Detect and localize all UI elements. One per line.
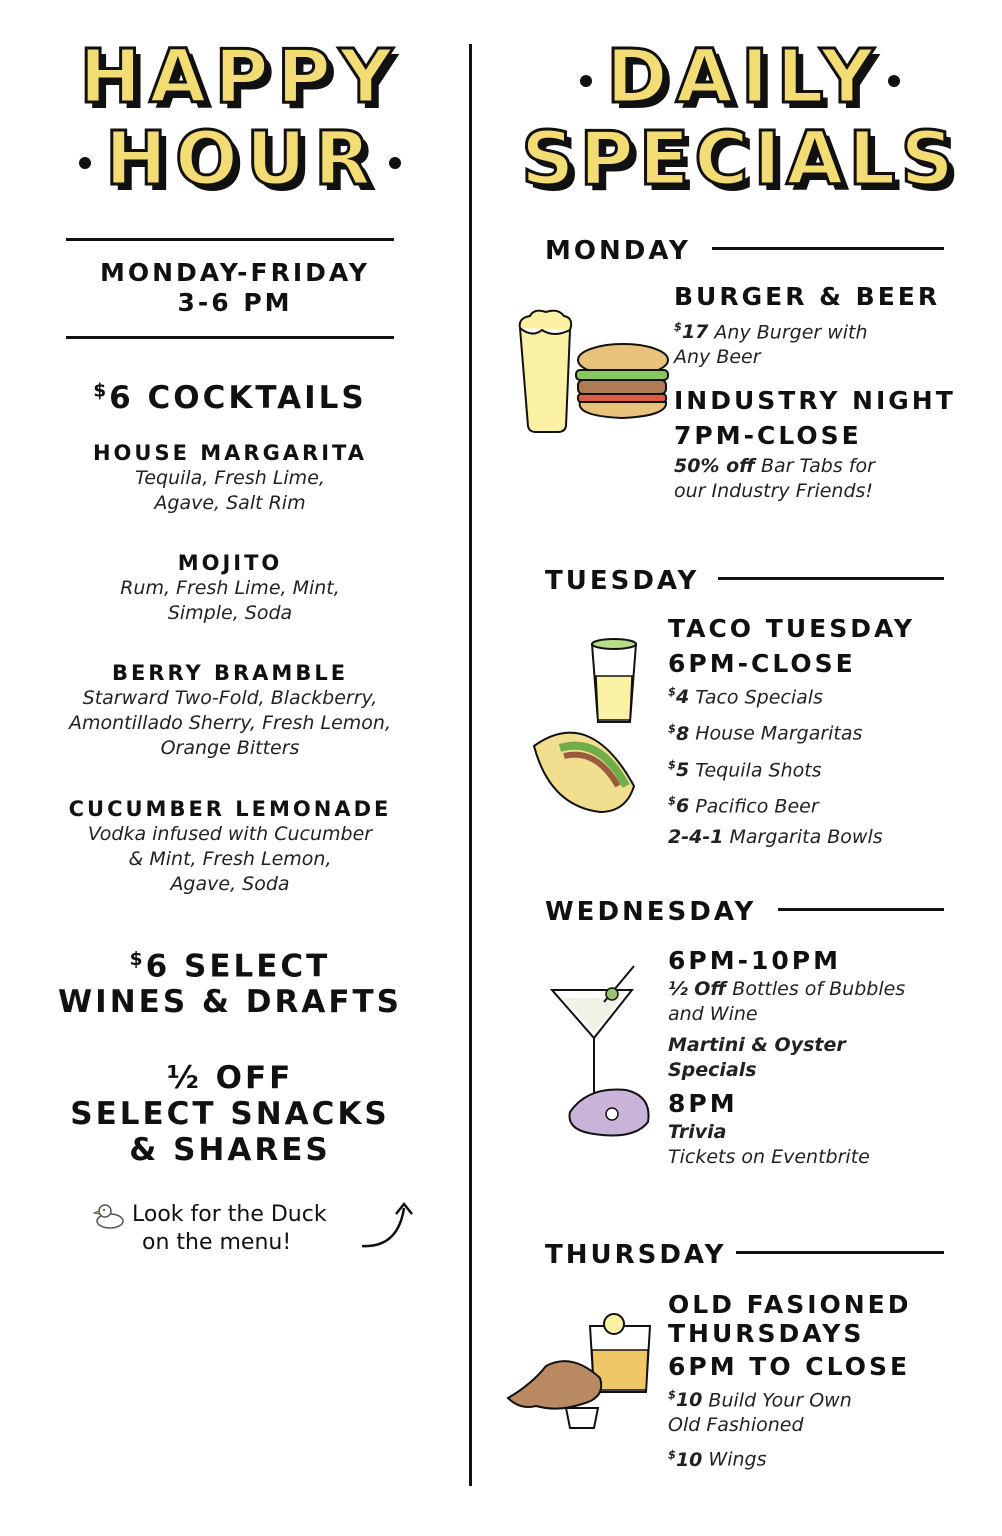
price-sup: $ bbox=[668, 793, 676, 808]
daily-specials-title-line1 bbox=[490, 34, 990, 120]
cocktail-desc: Agave, Salt Rim bbox=[154, 492, 306, 514]
special-title: BURGER & BEER bbox=[674, 282, 941, 311]
special-title: TACO TUESDAY bbox=[668, 614, 916, 643]
list-item bbox=[20, 550, 440, 660]
discount-label: ½ Off bbox=[668, 978, 727, 1000]
price-value: 2-4-1 bbox=[668, 826, 724, 849]
special-time: 7PM-CLOSE bbox=[674, 421, 862, 451]
wines-drafts-heading bbox=[10, 942, 450, 1020]
cocktail-desc: & Mint, Fresh Lemon, bbox=[128, 848, 332, 870]
happy-hour-title-line1: HAPPY bbox=[79, 34, 401, 120]
snacks-line1: ½ OFF bbox=[166, 1060, 294, 1096]
cocktails-heading bbox=[20, 380, 440, 416]
special-desc: and Wine bbox=[668, 1003, 758, 1025]
wines-price-sup: $ bbox=[129, 949, 146, 970]
cocktail-list bbox=[20, 440, 440, 906]
marquee-dot-icon bbox=[580, 75, 592, 87]
price-value: 4 bbox=[675, 686, 690, 709]
happy-hour-days: MONDAY-FRIDAY bbox=[99, 258, 370, 287]
special-desc-text: Bar Tabs for bbox=[754, 455, 875, 478]
special-desc: Old Fashioned bbox=[668, 1414, 804, 1437]
special-desc: Martini & Oyster bbox=[668, 1034, 846, 1056]
special-time: 8PM bbox=[668, 1089, 738, 1118]
happy-hour-title-line2 bbox=[30, 116, 450, 202]
snacks-line3: & SHARES bbox=[129, 1132, 331, 1168]
marquee-dot-icon bbox=[79, 157, 91, 169]
discount-label: 50% off bbox=[674, 455, 755, 478]
price-value: 8 bbox=[675, 722, 690, 745]
price-sup: $ bbox=[668, 721, 676, 736]
special-desc bbox=[674, 454, 974, 479]
happy-hour-title bbox=[30, 34, 450, 202]
snacks-heading bbox=[10, 1060, 450, 1168]
price-sup: $ bbox=[668, 1447, 676, 1462]
special-desc bbox=[674, 315, 974, 345]
price-sup: $ bbox=[668, 757, 676, 772]
price-value: 5 bbox=[675, 758, 690, 781]
hours-bottom-rule bbox=[66, 336, 394, 339]
duck-icon bbox=[92, 1200, 126, 1230]
wines-line1 bbox=[10, 942, 450, 984]
special-desc: Specials bbox=[668, 1059, 757, 1081]
cocktail-desc: Tequila, Fresh Lime, bbox=[135, 467, 325, 489]
daily-specials-title-line1-text: DAILY bbox=[606, 34, 882, 120]
beer-burger-icon bbox=[512, 308, 672, 438]
special-desc bbox=[668, 977, 978, 1002]
cocktails-price-sup: $ bbox=[93, 380, 110, 402]
special-title: THURSDAYS bbox=[668, 1319, 865, 1348]
special-desc bbox=[668, 1383, 978, 1413]
list-item bbox=[20, 796, 440, 906]
special-title: INDUSTRY NIGHT bbox=[674, 386, 956, 416]
wines-line1-text: 6 SELECT bbox=[145, 948, 331, 985]
special-desc-text: Bottles of Bubbles bbox=[726, 978, 906, 1000]
item-text: Tequila Shots bbox=[689, 758, 822, 781]
marquee-dot-icon bbox=[389, 157, 401, 169]
special-time: 6PM TO CLOSE bbox=[668, 1352, 911, 1381]
cocktail-desc: Simple, Soda bbox=[167, 602, 293, 624]
cocktail-desc: Amontillado Sherry, Fresh Lemon, bbox=[69, 712, 391, 734]
special-desc-text: Build Your Own bbox=[702, 1389, 852, 1412]
item-text: Margarita Bowls bbox=[723, 826, 883, 849]
special-desc: Trivia bbox=[668, 1121, 727, 1143]
wednesday-rule bbox=[778, 908, 944, 911]
cocktail-name: CUCUMBER LEMONADE bbox=[68, 797, 392, 821]
tuesday-specials bbox=[668, 614, 978, 850]
taco-shot-icon bbox=[530, 636, 660, 816]
item-text: House Margaritas bbox=[689, 722, 863, 745]
monday-specials bbox=[674, 282, 974, 504]
daily-specials-title-line2: SPECIALS bbox=[521, 116, 959, 202]
day-heading-thursday: THURSDAY bbox=[545, 1240, 727, 1270]
special-time: 6PM-10PM bbox=[668, 946, 841, 975]
special-desc bbox=[668, 1442, 978, 1472]
price-value: 10 bbox=[675, 1448, 703, 1471]
thursday-rule bbox=[736, 1251, 944, 1254]
day-heading-monday: MONDAY bbox=[545, 236, 691, 266]
list-item bbox=[668, 825, 978, 850]
wines-line2: WINES & DRAFTS bbox=[57, 984, 403, 1021]
thursday-specials bbox=[668, 1290, 978, 1473]
special-desc: Any Beer bbox=[674, 346, 761, 369]
price-sup: $ bbox=[674, 320, 682, 334]
day-heading-wednesday: WEDNESDAY bbox=[545, 897, 757, 927]
special-title: OLD FASIONED bbox=[668, 1290, 912, 1319]
cocktail-name: BERRY BRAMBLE bbox=[111, 661, 349, 685]
hours-top-rule bbox=[66, 238, 394, 241]
price-sup: $ bbox=[668, 1388, 676, 1402]
cocktails-heading-text: 6 COCKTAILS bbox=[109, 380, 367, 416]
price-value: 10 bbox=[675, 1389, 703, 1412]
price-value: 17 bbox=[681, 321, 709, 344]
cocktail-name: HOUSE MARGARITA bbox=[92, 441, 367, 465]
item-text: Taco Specials bbox=[689, 686, 823, 709]
list-item bbox=[668, 680, 978, 710]
special-time: 6PM-CLOSE bbox=[668, 649, 856, 678]
special-desc: Tickets on Eventbrite bbox=[668, 1146, 870, 1168]
item-text: Pacifico Beer bbox=[689, 795, 819, 818]
cocktail-desc: Orange Bitters bbox=[160, 737, 300, 759]
curved-arrow-icon bbox=[358, 1200, 428, 1254]
price-value: 6 bbox=[675, 795, 690, 818]
cocktail-desc: Starward Two-Fold, Blackberry, bbox=[82, 687, 378, 709]
marquee-dot-icon bbox=[888, 75, 900, 87]
special-desc-text: Wings bbox=[702, 1448, 767, 1471]
cocktail-name: MOJITO bbox=[177, 551, 283, 575]
list-item bbox=[20, 660, 440, 796]
list-item bbox=[668, 789, 978, 819]
price-sup: $ bbox=[668, 685, 676, 699]
old-fashioned-wings-icon bbox=[502, 1306, 662, 1436]
cocktail-desc: Agave, Soda bbox=[170, 873, 290, 895]
cocktail-desc: Vodka infused with Cucumber bbox=[87, 823, 373, 845]
tuesday-rule bbox=[718, 577, 944, 580]
day-heading-tuesday: TUESDAY bbox=[545, 566, 700, 596]
snacks-line2: SELECT SNACKS bbox=[70, 1096, 390, 1132]
monday-rule bbox=[712, 247, 944, 250]
price-label bbox=[674, 321, 708, 343]
duck-note-line2: on the menu! bbox=[142, 1230, 292, 1255]
duck-note-line1: Look for the Duck bbox=[132, 1202, 327, 1227]
list-item bbox=[668, 716, 978, 746]
special-desc: our Industry Friends! bbox=[674, 480, 874, 503]
special-desc-text: Any Burger with bbox=[708, 321, 868, 344]
list-item bbox=[20, 440, 440, 550]
wednesday-specials bbox=[668, 946, 978, 1170]
center-divider bbox=[469, 44, 472, 1486]
happy-hour-time: 3-6 PM bbox=[177, 288, 293, 317]
cocktail-desc: Rum, Fresh Lime, Mint, bbox=[120, 577, 340, 599]
happy-hour-title-line2-text: HOUR bbox=[105, 116, 379, 202]
martini-oyster-icon bbox=[548, 962, 668, 1142]
list-item bbox=[668, 753, 978, 783]
daily-specials-title bbox=[490, 34, 990, 202]
